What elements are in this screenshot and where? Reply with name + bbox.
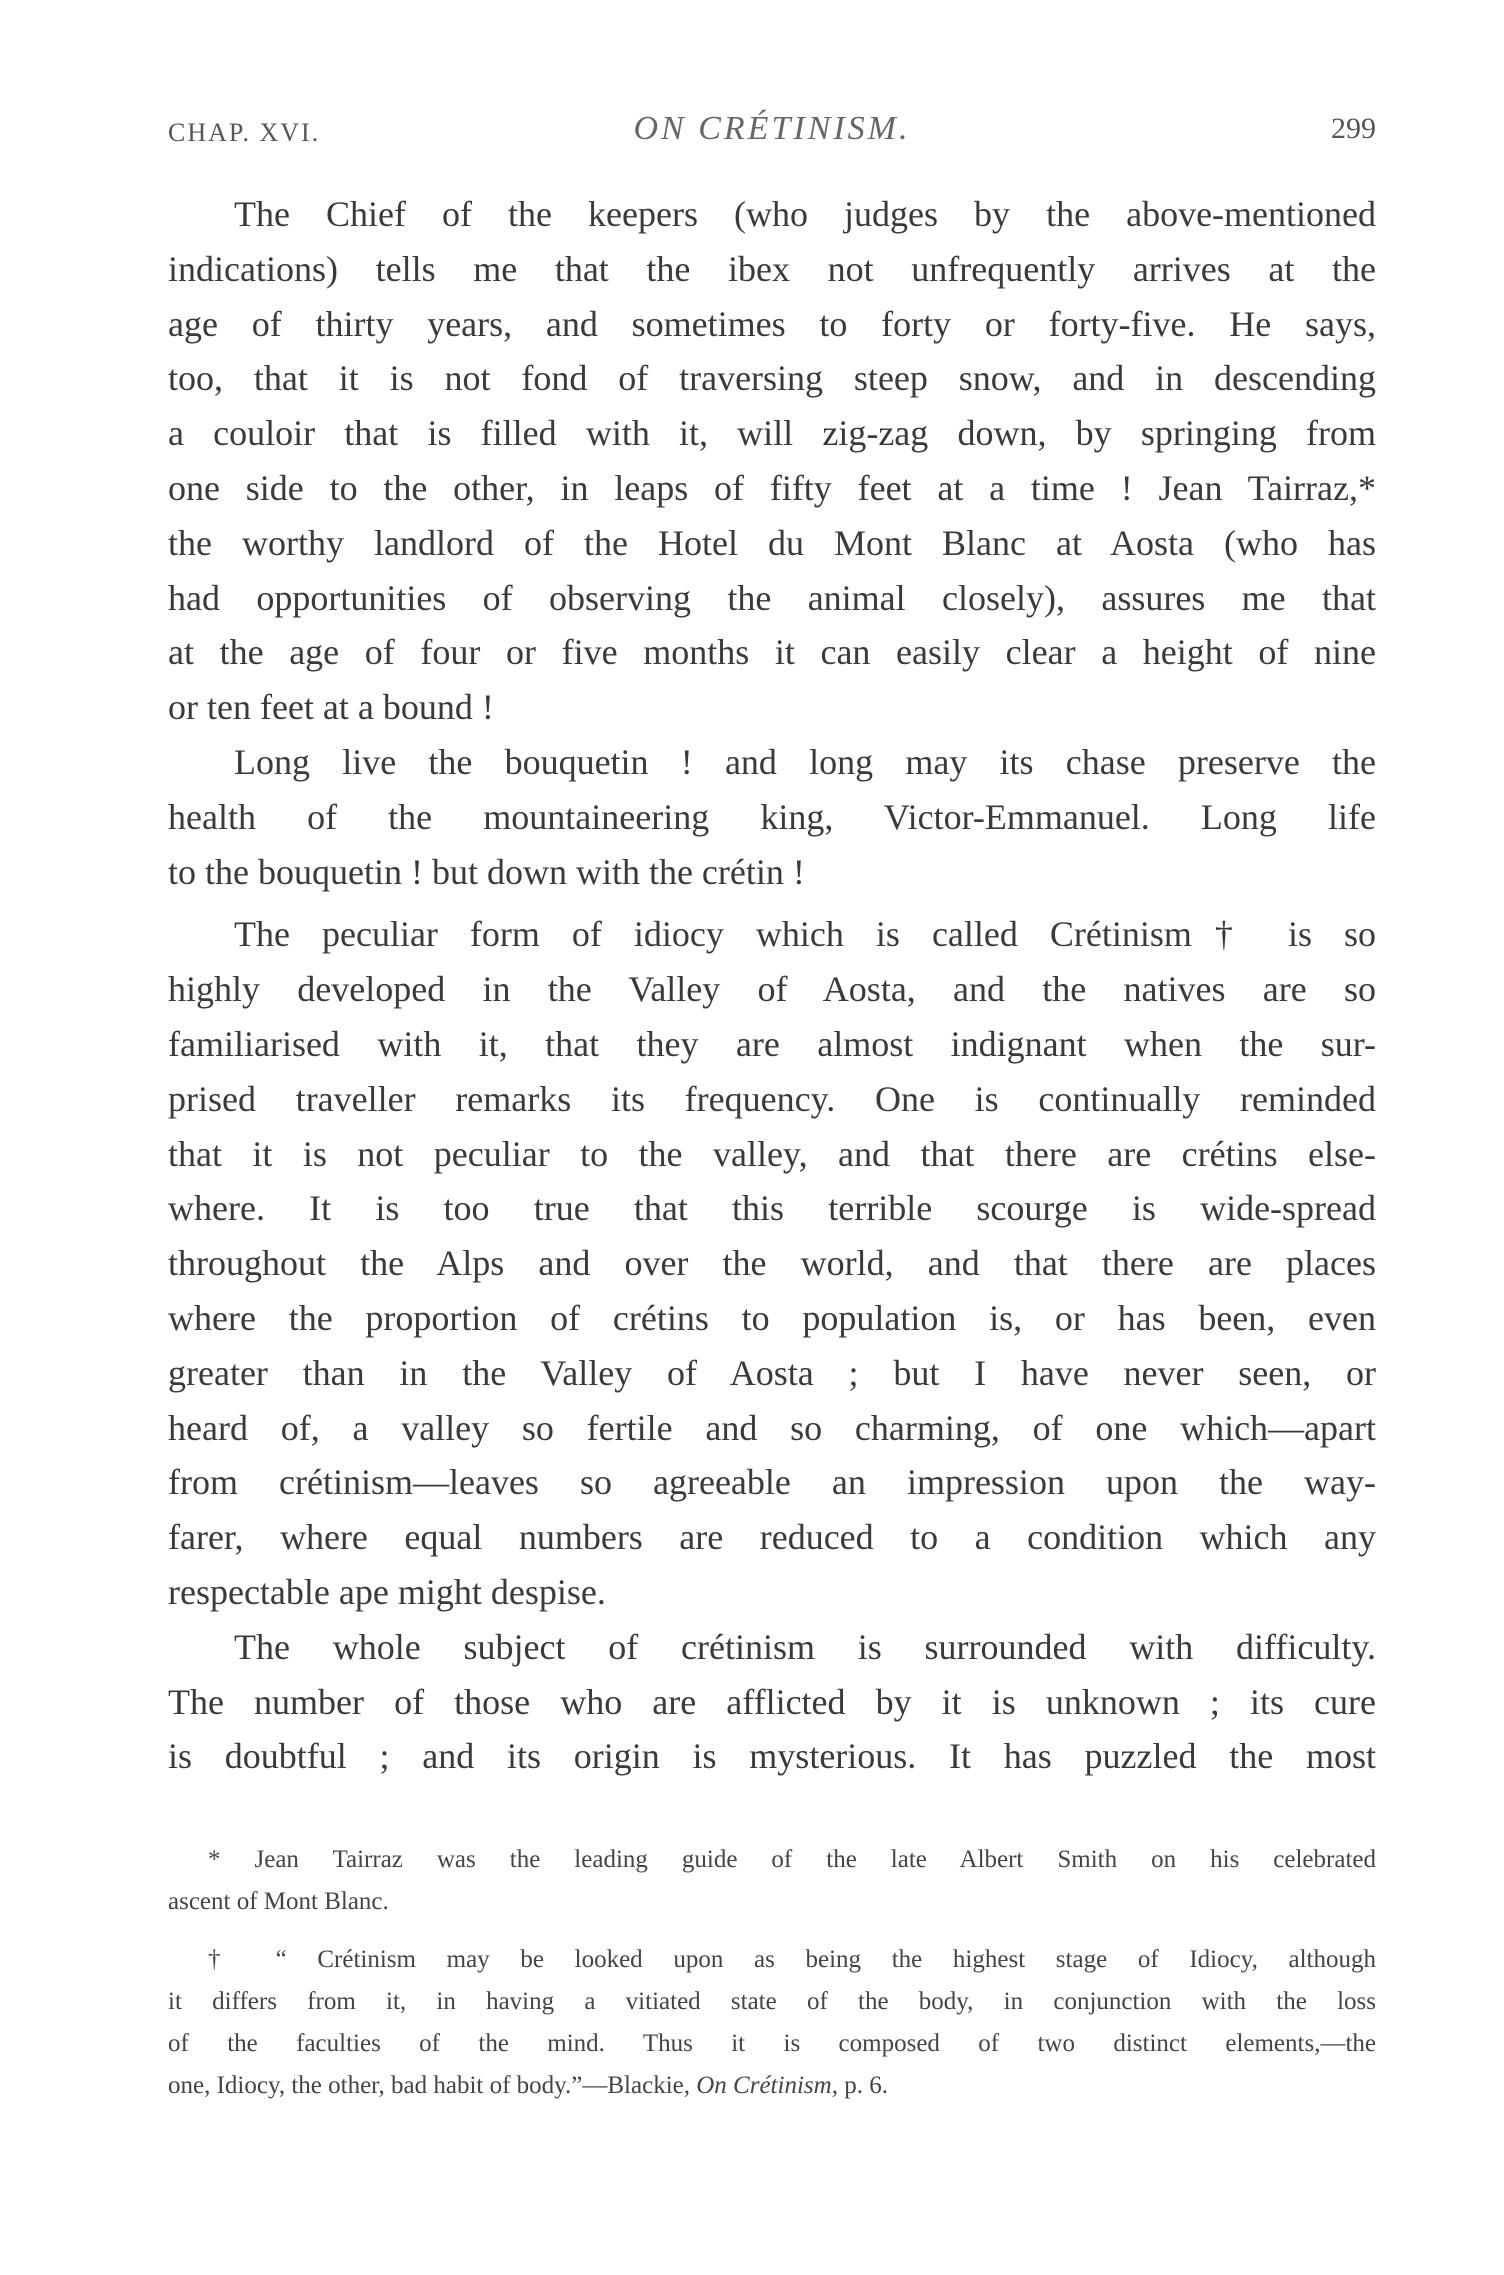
footnote-line: ascent of Mont Blanc. bbox=[168, 1888, 389, 1915]
text-line: highly developed in the Valley of Aosta, and the natives are so bbox=[168, 969, 1376, 1010]
text-line: farer, where equal numbers are reduced to a condition which any bbox=[168, 1517, 1376, 1558]
text-line: age of thirty years, and sometimes to forty or forty-five. He says, bbox=[168, 303, 1376, 344]
text-line: from crétinism—leaves so agreeable an impression upon the way- bbox=[168, 1462, 1376, 1503]
text-line: where. It is too true that this terrible scourge is wide-spread bbox=[168, 1188, 1376, 1229]
text-line: the worthy landlord of the Hotel du Mont Blanc at Aosta (who has bbox=[168, 522, 1376, 563]
text-line: The whole subject of crétinism is surrounded with difficulty. bbox=[234, 1626, 1376, 1667]
footnote-line: † “ Crétinism may be looked upon as being the highest stage of Idiocy, although bbox=[208, 1946, 1376, 1973]
body-text bbox=[168, 187, 1376, 1784]
text-line: had opportunities of observing the animal closely), assures me that bbox=[168, 577, 1376, 618]
footnote-line: one, Idiocy, the other, bad habit of body.”—Blackie, bbox=[168, 2072, 697, 2099]
text-line: one side to the other, in leaps of fifty feet at a time ! Jean Tairraz,* bbox=[168, 467, 1376, 508]
text-line: prised traveller remarks its frequency. One is continually reminded bbox=[168, 1078, 1376, 1119]
text-line: a couloir that is filled with it, will zig-zag down, by springing from bbox=[168, 413, 1376, 454]
footnote-line: it differs from it, in having a vitiated state of the body, in conjunction with the loss bbox=[168, 1988, 1376, 2015]
text-line: Long live the bouquetin ! and long may its chase preserve the bbox=[234, 741, 1376, 782]
text-line: familiarised with it, that they are almost indignant when the sur- bbox=[168, 1023, 1376, 1064]
text-line: indications) tells me that the ibex not unfrequently arrives at the bbox=[168, 248, 1376, 289]
text-line: at the age of four or five months it can easily clear a height of nine bbox=[168, 632, 1376, 673]
text-line: where the proportion of crétins to population is, or has been, even bbox=[168, 1297, 1376, 1338]
text-line: is doubtful ; and its origin is mysterious. It has puzzled the most bbox=[168, 1736, 1376, 1777]
citation-title: On Crétinism bbox=[696, 2072, 832, 2099]
text-line: too, that it is not fond of traversing steep snow, and in descending bbox=[168, 358, 1376, 399]
running-header bbox=[168, 110, 1376, 160]
text-line: greater than in the Valley of Aosta ; but I have never seen, or bbox=[168, 1352, 1376, 1393]
footnotes bbox=[168, 1839, 1376, 2107]
citation-page: , p. 6. bbox=[831, 2072, 888, 2099]
footnote-citation-line bbox=[168, 2065, 1376, 2107]
running-title: ON CRÉTINISM. bbox=[633, 110, 911, 147]
text-line: that it is not peculiar to the valley, and that there are crétins else- bbox=[168, 1133, 1376, 1174]
text-line: The peculiar form of idiocy which is called Crétinism† is so bbox=[234, 914, 1376, 955]
text-line: to the bouquetin ! but down with the crétin ! bbox=[168, 851, 805, 892]
text-line: or ten feet at a bound ! bbox=[168, 687, 494, 728]
text-line: heard of, a valley so fertile and so charming, of one which—apart bbox=[168, 1407, 1376, 1448]
footnote-line: * Jean Tairraz was the leading guide of the late Albert Smith on his celebrated bbox=[208, 1846, 1376, 1873]
text-line: The number of those who are afflicted by it is unknown ; its cure bbox=[168, 1681, 1376, 1722]
page-number: 299 bbox=[1331, 112, 1376, 145]
text-line: throughout the Alps and over the world, and that there are places bbox=[168, 1243, 1376, 1284]
chapter-label: CHAP. XVI. bbox=[168, 118, 321, 147]
footnote-line: of the faculties of the mind. Thus it is composed of two distinct elements,—the bbox=[168, 2030, 1376, 2057]
text-line: The Chief of the keepers (who judges by the above-mentioned bbox=[234, 194, 1376, 234]
text-line: health of the mountaineering king, Victor-Emmanuel. Long life bbox=[168, 796, 1376, 837]
text-line: respectable ape might despise. bbox=[168, 1571, 606, 1612]
